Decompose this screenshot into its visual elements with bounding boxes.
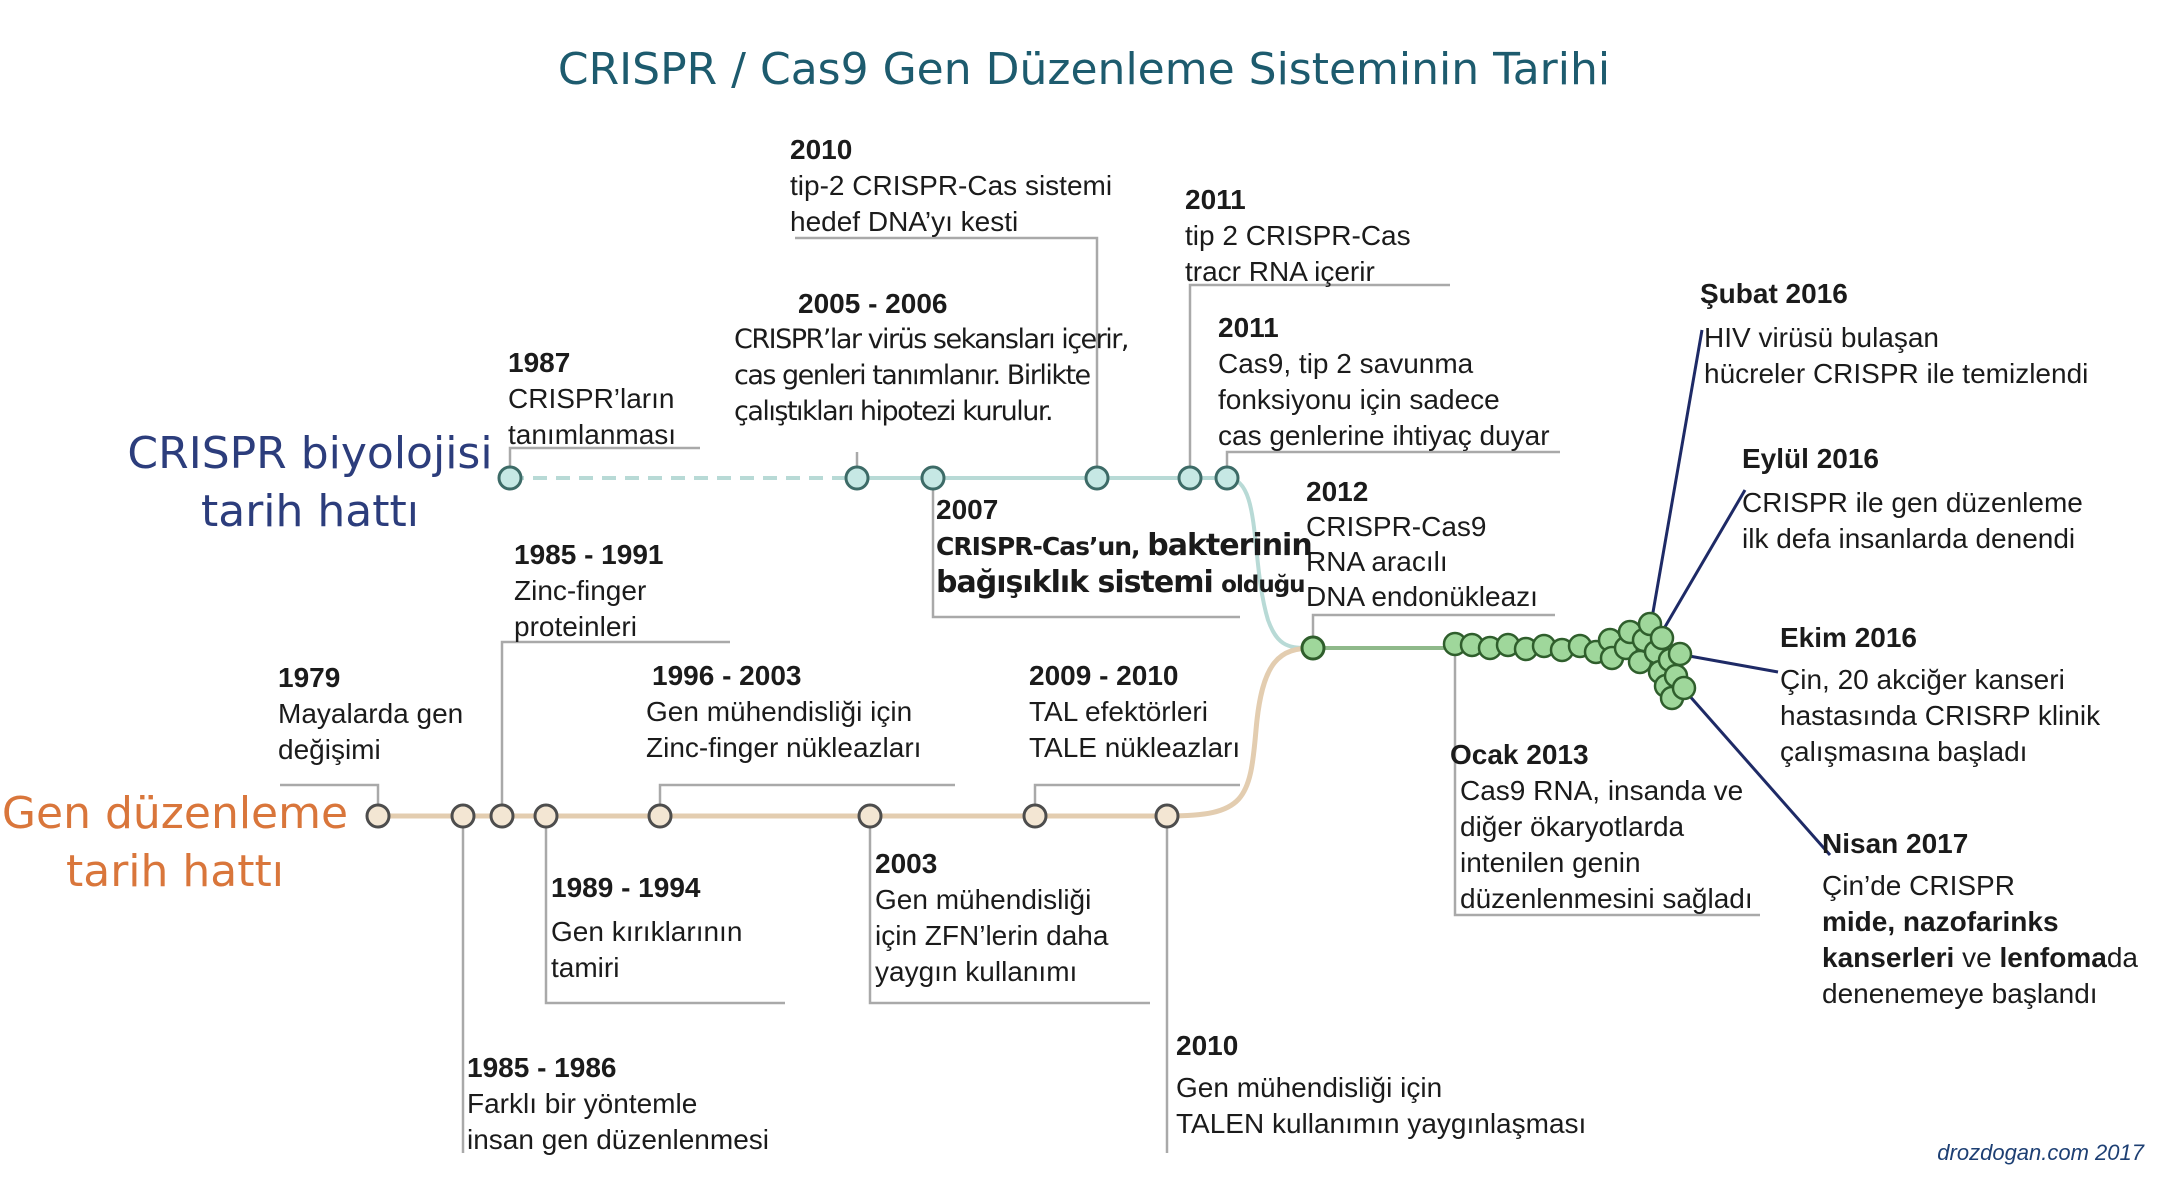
event-text: için ZFN’lerin daha: [875, 920, 1109, 951]
event-text: Gen kırıklarının: [551, 916, 743, 947]
event-2011-cas9: [1218, 310, 1550, 454]
event-year: 1985 - 1986: [467, 1052, 617, 1083]
node-1985b: [452, 805, 474, 827]
event-text: değişimi: [278, 734, 381, 765]
event-year: 1989 - 1994: [551, 872, 701, 903]
event-2016-feb: [1700, 276, 2088, 392]
event-1985-1991: [514, 537, 663, 645]
event-text-line3: [1822, 940, 2138, 976]
event-text: çalıştıkları hipotezi kurulur.: [734, 396, 1053, 427]
event-text: CRISPR-Cas9: [1306, 511, 1487, 542]
event-2007-part2: bakterinin: [1147, 528, 1312, 563]
event-year: 2011: [1218, 312, 1279, 343]
event-text: CRISPR’lar virüs sekansları içerir,: [734, 324, 1128, 355]
event-2007-part1: CRISPR-Cas’un,: [936, 532, 1140, 561]
event-text-line4: denenemeye başlandı: [1822, 978, 2098, 1009]
event-2009-2010: [1029, 658, 1240, 766]
event-text: Çin, 20 akciğer kanseri: [1780, 664, 2065, 695]
event-2010-talen: [1176, 1028, 1586, 1142]
credit-text: drozdogan.com 2017: [1937, 1140, 2144, 1165]
event-year: Şubat 2016: [1700, 278, 1848, 309]
event-year: 2010: [1176, 1030, 1239, 1061]
editing-track-label: [0, 785, 350, 901]
event-2011-tracr: [1185, 182, 1411, 290]
event-text: çalışmasına başladı: [1780, 736, 2028, 767]
node-2011b: [1216, 467, 1238, 489]
node-2011a: [1179, 467, 1201, 489]
event-text: cas genleri tanımlanır. Birlikte: [734, 360, 1090, 391]
biology-track-label-line2: tarih hattı: [201, 486, 419, 537]
event-2007-part3: bağışıklık sistemi: [936, 565, 1213, 600]
event-year: Ekim 2016: [1780, 622, 1917, 653]
event-text: CRISPR’ların: [508, 383, 675, 414]
event-text: RNA aracılı: [1306, 546, 1448, 577]
event-2017-bold3: lenfoma: [1999, 942, 2107, 973]
leader-1996: [660, 785, 955, 816]
event-2017-apr: [1822, 826, 2138, 1012]
event-text: Cas9, tip 2 savunma: [1218, 348, 1474, 379]
event-text: hücreler CRISPR ile temizlendi: [1704, 358, 2089, 389]
biology-track-label-line1: CRISPR biyolojisi: [127, 428, 493, 479]
editing-track-label-line2: tarih hattı: [66, 846, 284, 897]
event-2016-sep: [1742, 441, 2083, 557]
event-text: DNA endonükleazı: [1306, 581, 1538, 612]
event-text: intenilen genin: [1460, 847, 1641, 878]
event-text: Gen mühendisliği: [875, 884, 1092, 915]
event-year: 2011: [1185, 184, 1246, 215]
node-1996: [649, 805, 671, 827]
event-text: hedef DNA’yı kesti: [790, 206, 1019, 237]
diagram-title: CRISPR / Cas9 Gen Düzenleme Sisteminin Tarihi: [557, 44, 1611, 95]
node-2003: [859, 805, 881, 827]
event-text: tip 2 CRISPR-Cas: [1185, 220, 1411, 251]
event-2017-bold2: kanserleri: [1822, 942, 1955, 973]
event-text: TALE nükleazları: [1029, 732, 1241, 763]
event-text: tip-2 CRISPR-Cas sistemi: [790, 170, 1113, 201]
node-1989: [535, 805, 557, 827]
event-text-line2: [936, 565, 1312, 603]
editing-track-label-line1: Gen düzenleme: [1, 788, 349, 839]
event-1987: [508, 345, 676, 453]
event-text: TALEN kullanımın yaygınlaşması: [1176, 1108, 1587, 1139]
event-year: Eylül 2016: [1742, 443, 1879, 474]
event-text: TAL efektörleri: [1029, 696, 1208, 727]
event-year: 2010: [790, 134, 853, 165]
event-1996-2003: [646, 658, 921, 766]
event-2007-part4: olduğu: [1221, 572, 1305, 598]
event-text: Mayalarda gen: [278, 698, 464, 729]
node-2005: [846, 467, 868, 489]
event-year: 1985 - 1991: [514, 539, 664, 570]
event-1985-1986: [467, 1050, 769, 1158]
event-text: cas genlerine ihtiyaç duyar: [1218, 420, 1550, 451]
event-year: Ocak 2013: [1450, 739, 1589, 770]
event-text: insan gen düzenlenmesi: [467, 1124, 769, 1155]
node-1985a: [491, 805, 513, 827]
event-2016-oct: [1780, 620, 2100, 770]
event-2017-mid: ve: [1962, 942, 1992, 973]
event-text-line1: [936, 528, 1312, 565]
node-1987: [499, 467, 521, 489]
node-2009: [1024, 805, 1046, 827]
event-2013: [1450, 737, 1753, 917]
event-year: 2007: [936, 494, 999, 525]
leader-2016c: [1678, 654, 1778, 672]
biology-track-label: [120, 425, 500, 541]
event-text: hastasında CRISRP klinik: [1780, 700, 2101, 731]
event-year: 2005 - 2006: [798, 288, 948, 319]
event-year: 1979: [278, 662, 341, 693]
event-text: ilk defa insanlarda denendi: [1742, 523, 2076, 554]
event-text: tanımlanması: [508, 419, 677, 450]
event-text-line2: mide, nazofarinks: [1822, 906, 2059, 937]
event-text: yaygın kullanımı: [875, 956, 1078, 987]
event-text: Zinc-finger: [514, 575, 647, 606]
event-year: 1996 - 2003: [652, 660, 802, 691]
event-text-line1: Çin’de CRISPR: [1822, 870, 2015, 901]
event-text: Cas9 RNA, insanda ve: [1460, 775, 1744, 806]
event-2017-suffix: da: [2106, 942, 2138, 973]
event-text: fonksiyonu için sadece: [1218, 384, 1500, 415]
event-2003: [875, 846, 1108, 990]
node-2010b: [1156, 805, 1178, 827]
event-text: düzenlenmesini sağladı: [1460, 883, 1753, 914]
node-2010a: [1086, 467, 1108, 489]
node-2007: [922, 467, 944, 489]
event-text: tamiri: [551, 952, 620, 983]
event-year: 1987: [508, 347, 571, 378]
event-year: Nisan 2017: [1822, 828, 1969, 859]
leader-2016b: [1662, 490, 1745, 632]
event-text: diğer ökaryotlarda: [1460, 811, 1685, 842]
event-year: 2012: [1306, 476, 1369, 507]
node-1979: [367, 805, 389, 827]
event-text: CRISPR ile gen düzenleme: [1742, 487, 2083, 518]
event-1989-1994: [551, 870, 742, 986]
event-year: 2003: [875, 848, 938, 879]
event-1979: [278, 660, 463, 768]
event-text: Zinc-finger nükleazları: [646, 732, 922, 763]
event-2005-2006: [734, 286, 1128, 430]
node-2012: [1302, 637, 1324, 659]
event-2007: [936, 492, 1312, 603]
event-2010-crispr: [790, 132, 1112, 240]
event-text: proteinleri: [514, 611, 637, 642]
event-text: Gen mühendisliği için: [646, 696, 913, 727]
recent-node-cluster: [1444, 613, 1695, 709]
event-text: tracr RNA içerir: [1185, 256, 1375, 287]
event-text: Gen mühendisliği için: [1176, 1072, 1443, 1103]
event-text: HIV virüsü bulaşan: [1704, 322, 1940, 353]
event-year: 2009 - 2010: [1029, 660, 1179, 691]
event-2012: [1306, 474, 1538, 614]
event-text: Farklı bir yöntemle: [467, 1088, 698, 1119]
